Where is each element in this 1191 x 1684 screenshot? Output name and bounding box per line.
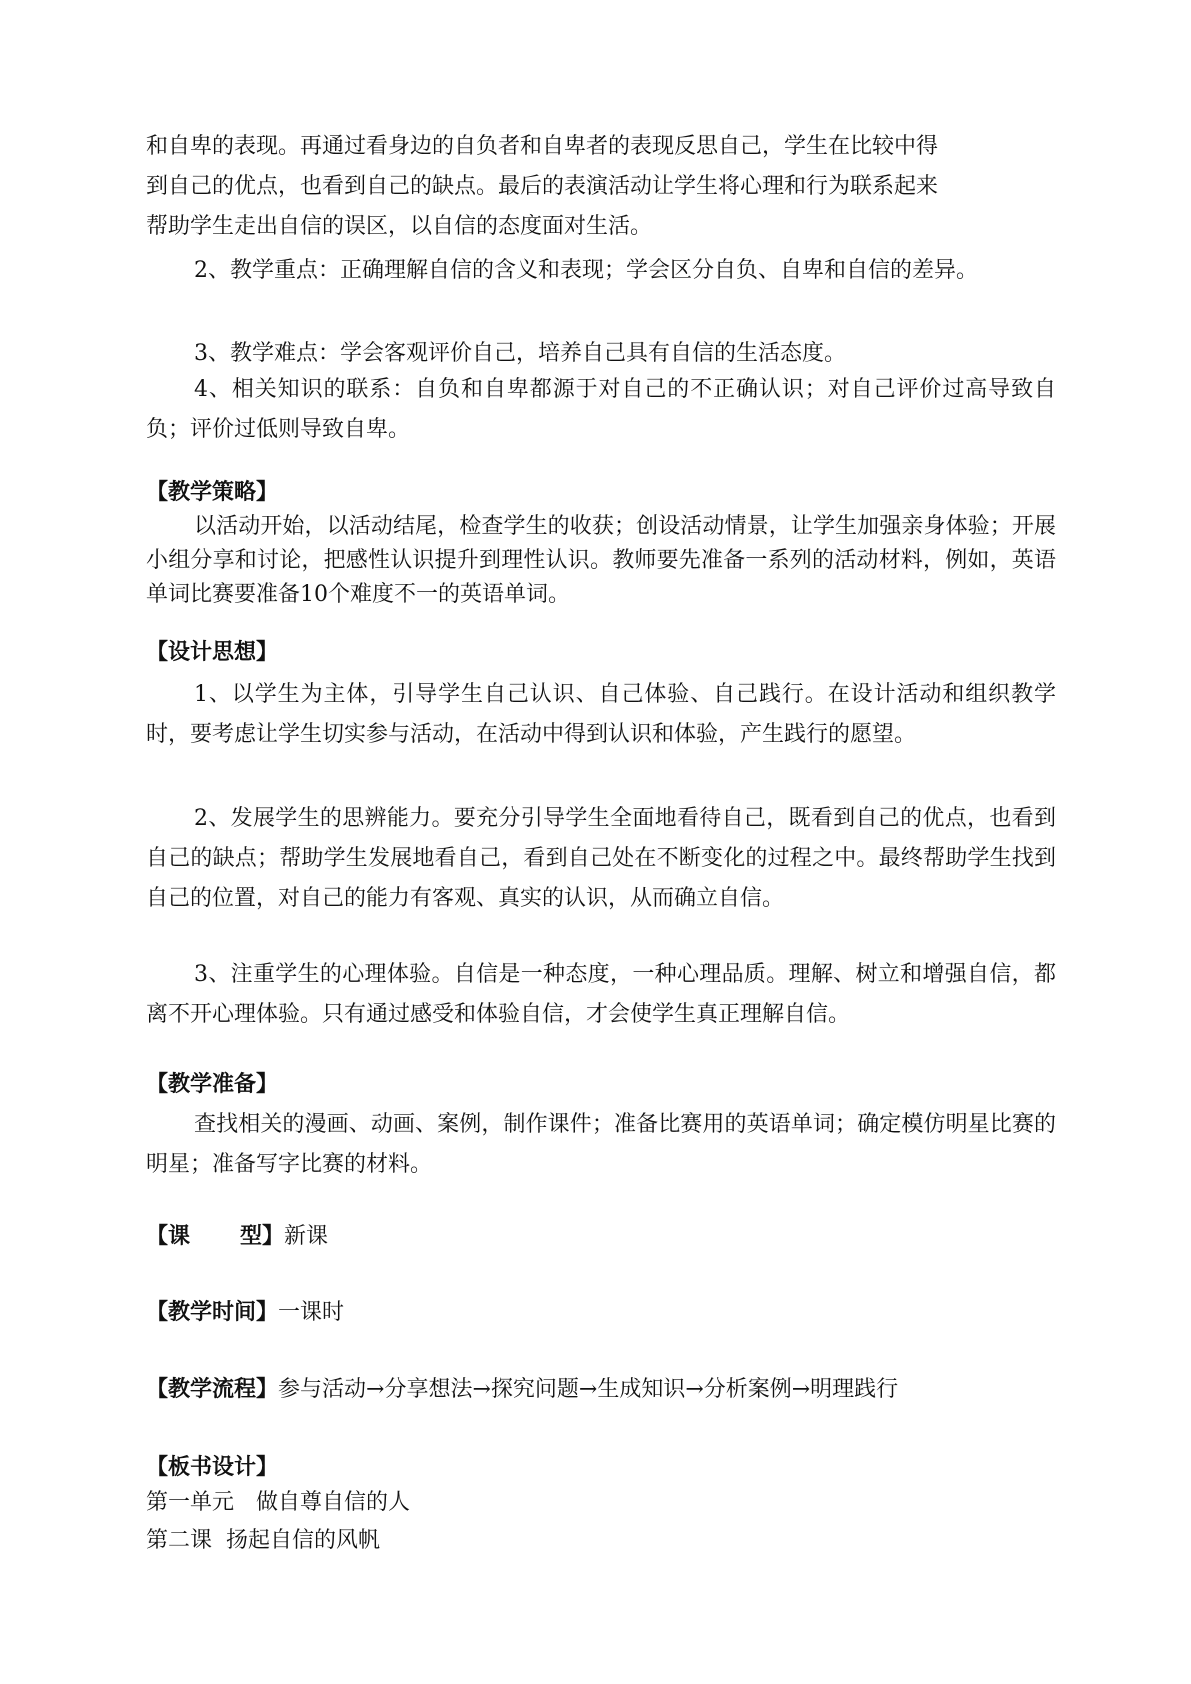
design-item-3: 3、注重学生的心理体验。自信是一种态度，一种心理品质。理解、树立和增强自信，都离不开心理体验。只有通过感受和体验自信，才会使学生真正理解自信。 xyxy=(146,962,1056,1027)
lesson-type-row xyxy=(146,1222,328,1252)
design-heading: 【设计思想】 xyxy=(146,640,279,665)
teaching-time-value: 一课时 xyxy=(278,1300,345,1325)
teaching-key-points: 2、教学重点：正确理解自信的含义和表现；学会区分自负、自卑和自信的差异。 xyxy=(194,258,978,283)
teaching-time-row xyxy=(146,1298,344,1328)
design-item-2: 2、发展学生的思辨能力。要充分引导学生全面地看待自己，既看到自己的优点，也看到自己的缺点；帮助学生发展地看自己，看到自己处在不断变化的过程之中。最终帮助学生找到自己的位置，对自己的能力有客观、真实的认识，从而确立自信。 xyxy=(146,806,1056,911)
intro-line-1: 和自卑的表现。再通过看身边的自负者和自卑者的表现反思自己，学生在比较中得 xyxy=(146,134,939,159)
board-unit-title: 第一单元 做自尊自信的人 xyxy=(146,1490,411,1515)
intro-line-2: 到自己的优点，也看到自己的缺点。最后的表演活动让学生将心理和行为联系起来 xyxy=(146,174,939,199)
related-knowledge: 4、相关知识的联系：自负和自卑都源于对自己的不正确认识；对自己评价过高导致自负；评价过低则导致自卑。 xyxy=(146,377,1056,442)
board-lesson-title: 第二课 扬起自信的风帆 xyxy=(146,1528,380,1553)
teaching-flow-row xyxy=(146,1375,898,1405)
lesson-type-value: 新课 xyxy=(284,1224,329,1249)
board-heading: 【板书设计】 xyxy=(146,1455,279,1480)
intro-paragraph xyxy=(146,127,1056,247)
lesson-type-label: 【课 型】 xyxy=(146,1224,285,1249)
teaching-difficult-points: 3、教学难点：学会客观评价自己，培养自己具有自信的生活态度。 xyxy=(194,341,846,366)
teaching-time-label: 【教学时间】 xyxy=(146,1300,279,1325)
strategy-heading: 【教学策略】 xyxy=(146,480,279,505)
teaching-flow-value: 参与活动→分享想法→探究问题→生成知识→分析案例→明理践行 xyxy=(278,1377,899,1402)
teaching-flow-label: 【教学流程】 xyxy=(146,1377,279,1402)
prep-text: 查找相关的漫画、动画、案例，制作课件；准备比赛用的英语单词；确定模仿明星比赛的明星；准备写字比赛的材料。 xyxy=(146,1112,1056,1177)
design-item-1: 1、以学生为主体，引导学生自己认识、自己体验、自己践行。在设计活动和组织教学时，要考虑让学生切实参与活动，在活动中得到认识和体验，产生践行的愿望。 xyxy=(146,682,1056,747)
intro-line-3: 帮助学生走出自信的误区，以自信的态度面对生活。 xyxy=(146,214,653,239)
strategy-text: 以活动开始，以活动结尾，检查学生的收获；创设活动情景，让学生加强亲身体验；开展小组分享和讨论，把感性认识提升到理性认识。教师要先准备一系列的活动材料，例如，英语单词比赛要准备10个难度不一的英语单词。 xyxy=(146,514,1056,607)
prep-heading: 【教学准备】 xyxy=(146,1072,279,1097)
